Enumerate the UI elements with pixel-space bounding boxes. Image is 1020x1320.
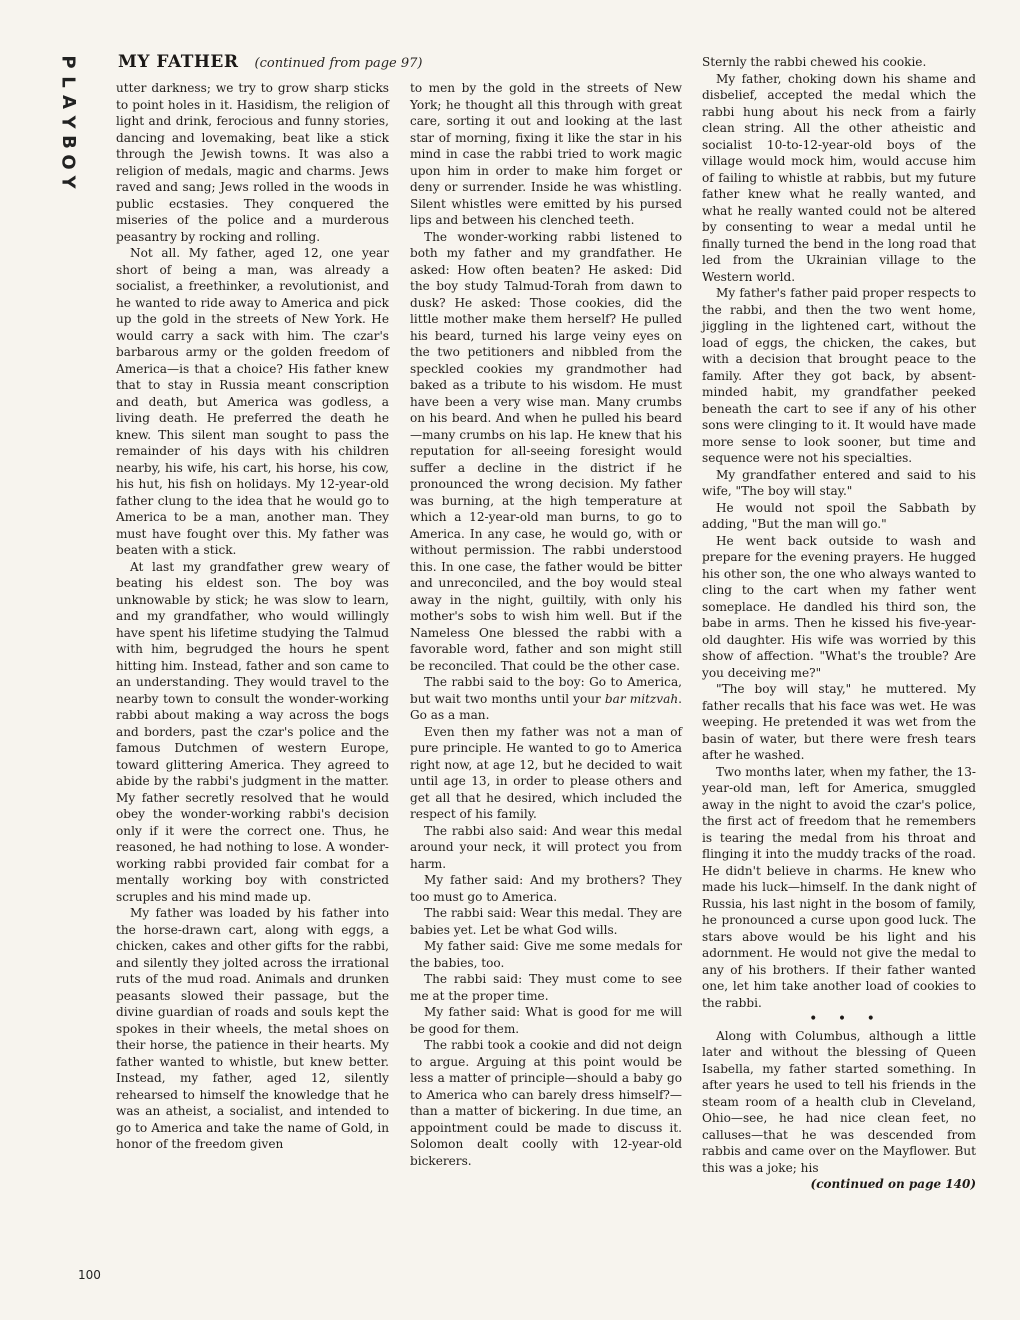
continued-on-note: (continued on page 140) <box>810 1177 976 1191</box>
paragraph: My father said: And my brothers? They too must go to America. <box>410 873 682 904</box>
paragraph: The wonder-working rabbi listened to both my father and my grandfather. He asked: How often beaten? He asked: Did the boy study Talmud-Torah from dawn to dusk? He asked: Those cookies, did the little mother make them herself? He pulled his beard, turned his large veiny eyes on the two petitioners and nibbled from the speckled cookies my grandmother had baked as a tribute to his wisdom. He must have been a very wise man. Many crumbs on his beard. And when he pulled his beard—many crumbs on his lap. He knew that his reputation for all-seeing foresight would suffer a decline in the district if he pronounced the wrong decision. My father was burning, at the high temperature at which a 12-year-old man burns, to go to America. In any case, he would go, with or without permission. The rabbi understood this. In one case, the father would be bitter and unreconciled, and the boy would steal away in the night, guiltily, with only his mother's sobs to wish him well. But if the Nameless One blessed the rabbi with a favorable word, father and son might still be reconciled. That could be the other case. <box>410 229 682 673</box>
sidebar-logo-letter: P <box>57 55 79 69</box>
sidebar-logo-letter: A <box>58 95 79 109</box>
sidebar-logo-letter: Y <box>57 115 79 129</box>
text-column-3 <box>702 54 976 1193</box>
sidebar-logo-letter: L <box>57 76 79 88</box>
article-header <box>118 52 423 74</box>
continued-from-note: (continued from page 97) <box>254 56 423 71</box>
sidebar-logo-letter: B <box>57 135 79 149</box>
paragraph: Even then my father was not a man of pure principle. He wanted to go to America right now, at age 12, but he decided to wait until age 13, in order to please others and get all that he desired, which included the respect of his family. <box>410 724 682 821</box>
paragraph: My grandfather entered and said to his wife, "The boy will stay." <box>702 467 976 498</box>
paragraph: The rabbi took a cookie and did not deign to argue. Arguing at this point would be less a matter of principle—should a baby go to America who can barely dress himself?—than a matter of bickering. In due time, an appointment could be made to discuss it. Solomon dealt coolly with 12-year-old bickerers. <box>410 1038 682 1168</box>
paragraph: "The boy will stay," he muttered. My father recalls that his face was wet. He was weeping. He pretended it was wet from the basin of water, but there were fresh tears after he washed. <box>702 682 976 762</box>
paragraph: The rabbi said: They must come to see me at the proper time. <box>410 972 682 1003</box>
article-title: MY FATHER <box>118 52 239 72</box>
sidebar-logo-letter: Y <box>57 175 79 189</box>
text-column-2 <box>410 80 682 1169</box>
paragraph: My father, choking down his shame and disbelief, accepted the medal which the rabbi hung about his neck from a fairly clean string. All the other atheistic and socialist 10-to-12-year-old boys of the village would mock him, would accuse him of failing to whistle at rabbis, but my future father knew what he really wanted, and what he really wanted could not be altered by consenting to wear a medal until he finally turned the bend in the long road that led from the Ukrainian village to the Western world. <box>702 71 976 284</box>
paragraph: to men by the gold in the streets of New York; he thought all this through with great care, sorting it out and looking at the last star of morning, fixing it like the star in his mind in case the rabbi tried to work magic upon him in order to make him forget or deny or surrender. Inside he was whistling. Silent whistles were emitted by his pursed lips and between his clenched teeth. <box>410 81 682 227</box>
sidebar-logo-letter: O <box>58 154 79 170</box>
section-separator: • • • <box>809 1011 883 1027</box>
paragraph: At last my grandfather grew weary of beating his eldest son. The boy was unknowable by stick; he was slow to learn, and my grandfather, who would willingly have spent his lifetime studying the Talmud with him, begrudged the hours he spent hitting him. Instead, father and son came to an understanding. They would travel to the nearby town to consult the wonder-working rabbi about making a way across the bogs and borders, past the czar's police and the famous Dutchmen of western Europe, toward glittering America. They agreed to abide by the rabbi's judgment in the matter. My father secretly resolved that he would obey the wonder-working rabbi's decision only if it were the correct one. Thus, he reasoned, he had nothing to lose. A wonder-working rabbi provided fair combat for a mentally working boy with constricted scruples and his mind made up. <box>116 559 389 904</box>
paragraph: My father said: Give me some medals for the babies, too. <box>410 939 682 970</box>
paragraph: My father was loaded by his father into the horse-drawn cart, along with eggs, a chicken, cakes and other gifts for the rabbi, and silently they jolted across the irrational ruts of the mud road. Animals and drunken peasants slowed their passage, but the divine guardian of roads and souls kept the spokes in their wheels, the metal shoes on their horse, the patience in their hearts. My father wanted to whistle, but knew better. Instead, my father, aged 12, silently rehearsed to himself the knowledge that he was an atheist, a socialist, and intended to go to America and take the name of Gold, in honor of the freedom given <box>116 906 389 1151</box>
paragraph: Sternly the rabbi chewed his cookie. <box>702 55 927 69</box>
paragraph: The rabbi also said: And wear this medal around your neck, it will protect you from harm. <box>410 823 682 871</box>
paragraph: The rabbi said to the boy: Go to America, but wait two months until your bar mitzvah. Go as a man. <box>410 675 682 722</box>
text-column-1 <box>116 80 389 1153</box>
paragraph: My father said: What is good for me will be good for them. <box>410 1005 682 1036</box>
sidebar-logo <box>55 52 81 192</box>
italic-term: bar mitzvah <box>604 691 679 706</box>
paragraph: Two months later, when my father, the 13-year-old man, left for America, smuggled away in the night to avoid the czar's police, the first act of freedom that he remembers is tearing the medal from his throat and flinging it into the muddy tracks of the road. He didn't believe in charms. He knew who made his luck—himself. In the dank night of Russia, his last night in the bosom of family, he pronounced a curse upon good luck. The stars above would be his light and his adornment. He would not give the medal to any of his brothers. If their father wanted one, let him take another load of cookies to the rabbi. <box>702 764 976 1010</box>
paragraph: He went back outside to wash and prepare for the evening prayers. He hugged his other son, the one who always wanted to cling to the cart when my father went someplace. He dandled his third son, the babe in arms. Then he kissed his five-year-old daughter. His wife was worried by this show of affection. "What's the trouble? Are you deceiving me?" <box>702 533 976 680</box>
paragraph: Not all. My father, aged 12, one year short of being a man, was already a socialist, a freethinker, a revolutionist, and he wanted to ride away to America and pick up the gold in the streets of New York. He would carry a sack with him. The czar's barbarous army or the golden freedom of America—is that a choice? His father knew that to stay in Russia meant conscription and death, but America was godless, a living death. He preferred the death he knew. This silent man sought to pass the remainder of his days with his children nearby, his wife, his cart, his horse, his cow, his hut, his fish on holidays. My 12-year-old father clung to the idea that he would go to America to be a man, another man. They must have fought over this. My father was beaten with a stick. <box>116 246 389 557</box>
paragraph: He would not spoil the Sabbath by adding, "But the man will go." <box>702 500 976 531</box>
paragraph: Along with Columbus, although a little later and without the blessing of Queen Isabella, my father started something. In after years he used to tell his friends in the steam room of a health club in Cleveland, Ohio—see, he had nice clean feet, no calluses—that he was descended from rabbis and came over on the Mayflower. But this was a joke; his <box>702 1028 976 1175</box>
paragraph: utter darkness; we try to grow sharp sticks to point holes in it. Hasidism, the religion of light and drink, ferocious and funny stories, dancing and lovemaking, beat like a stick through the Jewish towns. It was also a religion of medals, magic and charms. Jews raved and sang; Jews rolled in the woods in public ecstasies. They conquered the miseries of the police and a murderous peasantry by rocking and rolling. <box>116 81 389 244</box>
page-number: 100 <box>78 1268 101 1282</box>
paragraph: My father's father paid proper respects to the rabbi, and then the two went home, jiggling in the lightened cart, without the load of eggs, the chicken, the cakes, but with a decision that brought peace to the family. After they got back, by absent-minded habit, my grandfather peeked beneath the cart to see if any of his other sons were clinging to it. It would have made more sense to look sooner, but time and sequence were not his specialties. <box>702 286 976 465</box>
paragraph: The rabbi said: Wear this medal. They are babies yet. Let be what God wills. <box>410 906 682 937</box>
